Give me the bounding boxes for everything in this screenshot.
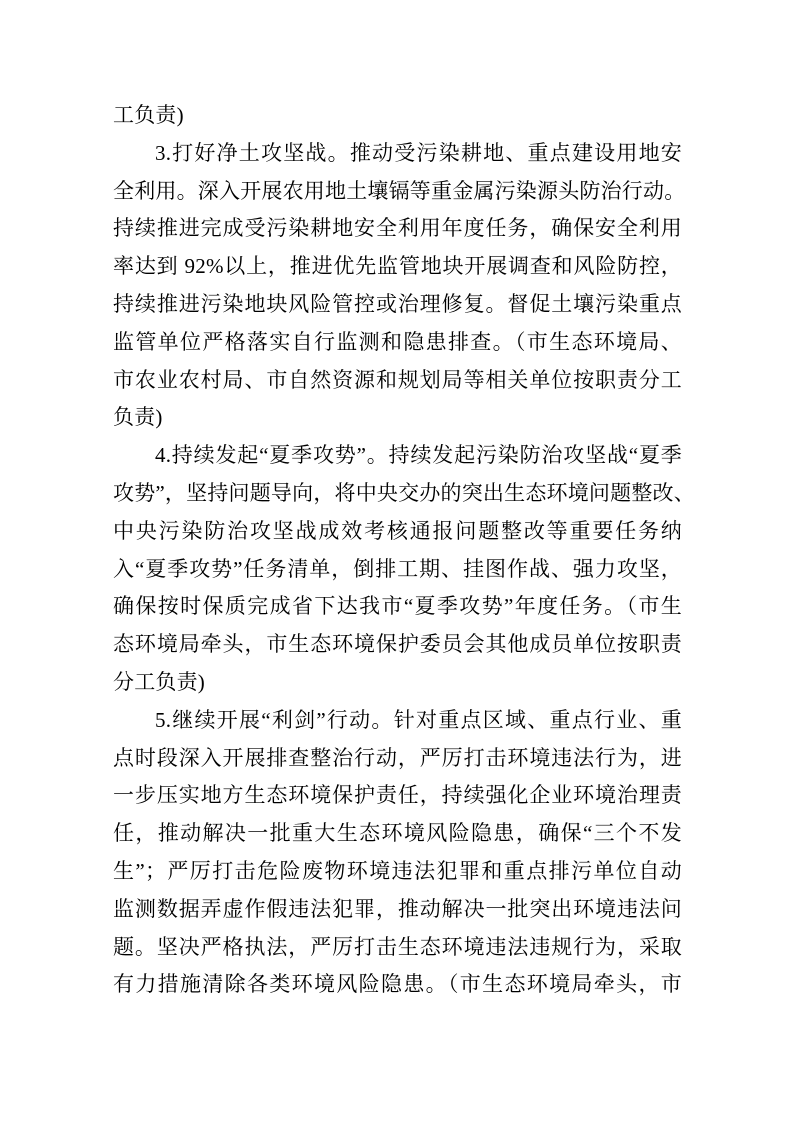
text-line: 中央污染防治攻坚战成效考核通报问题整改等重要任务纳 (113, 518, 682, 543)
text-line: 5.继续开展“利剑”行动。针对重点区域、重点行业、重 (155, 707, 682, 732)
text-line: 确保按时保质完成省下达我市“夏季攻势”年度任务。（市生 (113, 594, 682, 619)
text-line: 任，推动解决一批重大生态环境风险隐患，确保“三个不发 (113, 821, 682, 846)
text-line: 点时段深入开展排查整治行动，严厉打击环境违法行为，进 (113, 745, 682, 770)
text-line: 攻势”，坚持问题导向，将中央交办的突出生态环境问题整改、 (113, 480, 695, 505)
text-line: 生”；严厉打击危险废物环境违法犯罪和重点排污单位自动 (113, 858, 682, 883)
text-line: 全利用。深入开展农用地土壤镉等重金属污染源头防治行动。 (113, 178, 686, 203)
text-line: 市农业农村局、市自然资源和规划局等相关单位按职责分工 (113, 367, 682, 392)
text-line: 监测数据弄虚作假违法犯罪，推动解决一批突出环境违法问 (113, 896, 682, 921)
text-line: 持续推进污染地块风险管控或治理修复。督促土壤污染重点 (113, 291, 682, 316)
text-line: 监管单位严格落实自行监测和隐患排查。（市生态环境局、 (113, 329, 682, 354)
text-line: 率达到 92%以上，推进优先监管地块开展调查和风险防控， (113, 254, 682, 279)
text-line: 4.持续发起“夏季攻势”。持续发起污染防治攻坚战“夏季 (155, 443, 682, 468)
text-line: 入“夏季攻势”任务清单，倒排工期、挂图作战、强力攻坚， (113, 556, 682, 581)
document-text-block (113, 97, 695, 1004)
text-line: 分工负责) (113, 669, 205, 694)
text-line: 工负责) (113, 103, 184, 127)
text-line: 题。坚决严格执法，严厉打击生态环境违法违规行为，采取 (113, 934, 682, 959)
text-line: 态环境局牵头，市生态环境保护委员会其他成员单位按职责 (113, 632, 682, 657)
text-line: 3.打好净土攻坚战。推动受污染耕地、重点建设用地安 (155, 140, 682, 165)
text-line: 持续推进完成受污染耕地安全利用年度任务，确保安全利用 (113, 216, 682, 241)
text-line: 一步压实地方生态环境保护责任，持续强化企业环境治理责 (113, 783, 682, 808)
text-line: 负责) (113, 405, 163, 430)
text-line: 有力措施清除各类环境风险隐患。（市生态环境局牵头，市 (113, 972, 682, 997)
